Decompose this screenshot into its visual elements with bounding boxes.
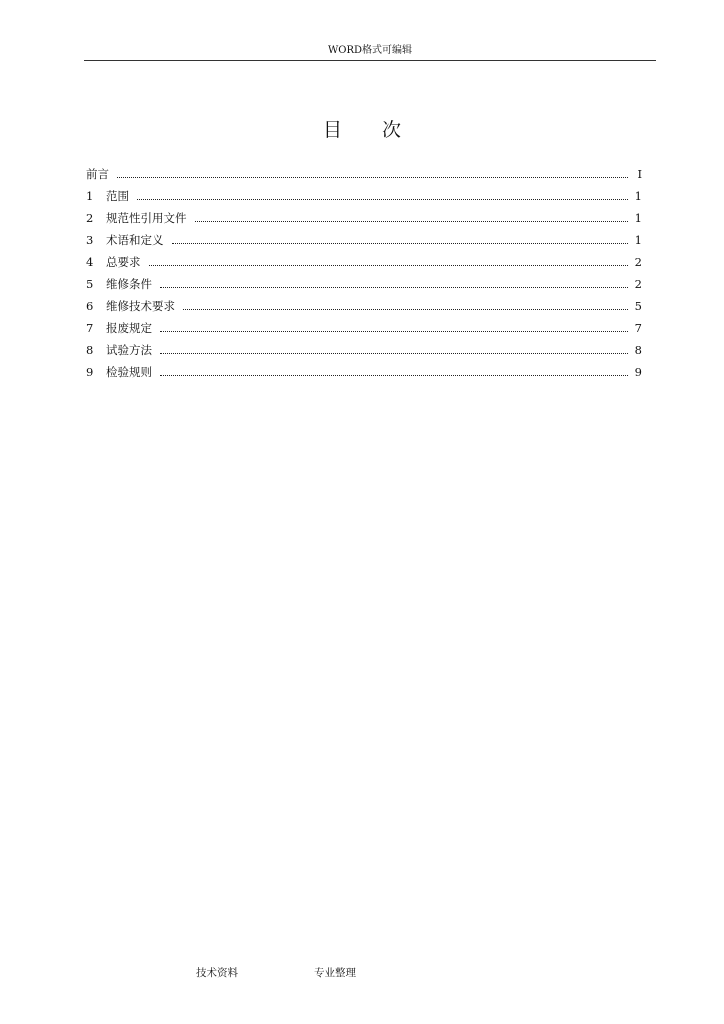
toc-entry-4[interactable] — [86, 255, 642, 277]
toc-entry-8[interactable] — [86, 343, 642, 365]
toc-entry-number: 1 — [86, 189, 94, 203]
toc-entry-number: 8 — [86, 343, 94, 357]
toc-entry-label: 报废规定 — [106, 321, 152, 335]
toc-entry-1[interactable] — [86, 189, 642, 211]
toc-entry-7[interactable] — [86, 321, 642, 343]
footer-right-text: 专业整理 — [314, 967, 356, 979]
toc-entry-page: 9 — [634, 365, 642, 379]
toc-entry-number: 9 — [86, 365, 94, 379]
footer-left-text: 技术资料 — [196, 967, 238, 979]
toc-entry-label: 试验方法 — [106, 343, 152, 357]
toc-entry-page: 2 — [634, 255, 642, 269]
toc-entry-page: 7 — [634, 321, 642, 335]
toc-entry-page: 1 — [634, 189, 642, 203]
toc-entry-label: 检验规则 — [106, 365, 152, 379]
toc-entry-number: 2 — [86, 211, 94, 225]
toc-dot-leader — [117, 177, 628, 178]
page-footer — [196, 966, 356, 980]
header-text: WORD格式可编辑 — [327, 45, 413, 56]
toc-entry-5[interactable] — [86, 277, 642, 299]
toc-title-part1: 目 — [322, 119, 342, 141]
toc-entry-label: 术语和定义 — [106, 233, 164, 247]
toc-entry-label: 规范性引用文件 — [106, 211, 187, 225]
toc-dot-leader — [160, 353, 628, 354]
toc-entry-label: 维修技术要求 — [106, 299, 175, 313]
toc-entry-2[interactable] — [86, 211, 642, 233]
toc-entry-3[interactable] — [86, 233, 642, 255]
table-of-contents — [86, 167, 642, 387]
toc-dot-leader — [183, 309, 628, 310]
toc-entry-page: I — [637, 167, 642, 181]
toc-entry-label: 前言 — [86, 167, 109, 181]
toc-dot-leader — [160, 331, 628, 332]
toc-entry-number: 3 — [86, 233, 94, 247]
toc-entry-number: 6 — [86, 299, 94, 313]
toc-entry-number: 5 — [86, 277, 94, 291]
toc-dot-leader — [160, 287, 628, 288]
toc-dot-leader — [149, 265, 629, 266]
toc-entry-page: 1 — [634, 211, 642, 225]
toc-entry-preface[interactable] — [86, 167, 642, 189]
toc-entry-label: 维修条件 — [106, 277, 152, 291]
toc-entry-page: 5 — [634, 299, 642, 313]
toc-title-part2: 次 — [382, 119, 402, 141]
toc-entry-page: 2 — [634, 277, 642, 291]
toc-entry-label: 范围 — [106, 189, 129, 203]
toc-dot-leader — [160, 375, 628, 376]
toc-entry-label: 总要求 — [106, 255, 141, 269]
toc-entry-6[interactable] — [86, 299, 642, 321]
toc-entry-page: 8 — [634, 343, 642, 357]
toc-entry-page: 1 — [634, 233, 642, 247]
page-header — [84, 44, 656, 61]
toc-title — [0, 118, 724, 142]
toc-entry-number: 4 — [86, 255, 94, 269]
toc-entry-9[interactable] — [86, 365, 642, 387]
toc-entry-number: 7 — [86, 321, 94, 335]
toc-dot-leader — [195, 221, 629, 222]
toc-dot-leader — [137, 199, 628, 200]
toc-dot-leader — [172, 243, 629, 244]
